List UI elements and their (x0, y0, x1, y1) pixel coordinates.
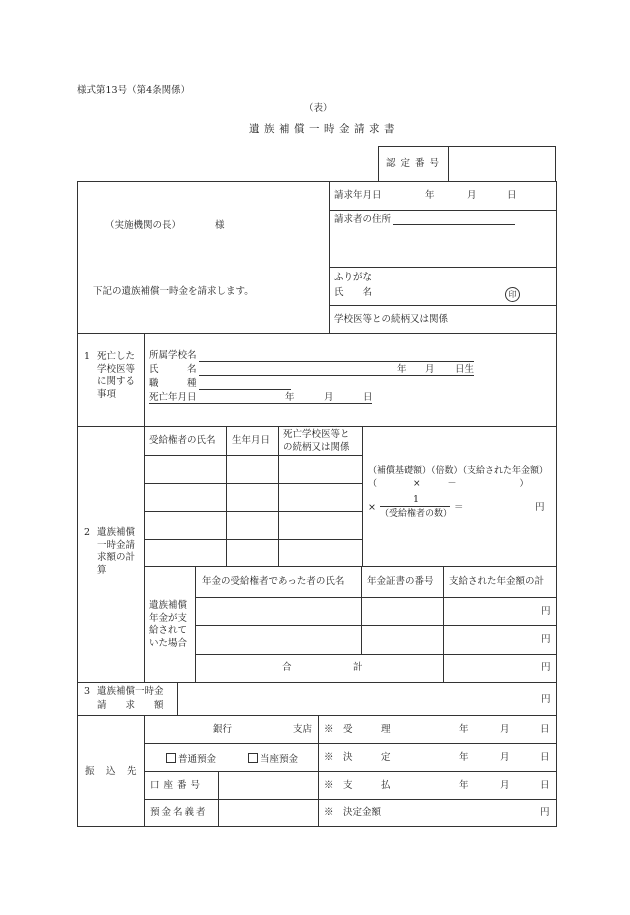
decide-label: ※ 決 定 (324, 752, 391, 763)
section1-heading: 死亡した 学校医等 に関する 事項 (97, 351, 136, 400)
death-date-label: 死亡年月日 (149, 392, 197, 403)
section3-number: 3 (84, 686, 91, 697)
formula-denominator: （受給権者の数） (380, 509, 453, 519)
certification-number-field[interactable] (450, 148, 554, 180)
request-date-year: 年 (425, 190, 435, 201)
beneficiary-name-header: 受給権者の氏名 (149, 435, 216, 446)
deceased-name-label: 氏 名 (149, 364, 197, 375)
form-number-label: 様式第13号（第4条関係） (77, 85, 191, 96)
account-number-field[interactable] (220, 773, 316, 798)
birth-year-label: 年 (397, 364, 407, 375)
furigana-label: ふりがな (334, 272, 373, 283)
ordinary-deposit-label: 普通預金 (178, 754, 217, 765)
account-holder-label: 預金名義者 (150, 807, 208, 818)
accept-year: 年 (459, 724, 469, 735)
institution-head-label: （実施機関の長） (105, 220, 182, 231)
section3-heading-line2: 請 求 額 (97, 700, 164, 711)
formula-times: × (368, 502, 376, 513)
certification-number-label: 認定番号 (386, 158, 445, 169)
accept-label: ※ 受 理 (324, 724, 391, 735)
school-name-field[interactable] (199, 361, 474, 362)
birth-day-label: 日生 (455, 364, 475, 375)
formula-yen: 円 (535, 502, 545, 513)
total-label-a: 合 (282, 662, 292, 673)
occupation-label: 職 種 (149, 378, 197, 389)
pay-month: 月 (500, 780, 510, 791)
school-name-label: 所属学校名 (149, 350, 197, 361)
section2-heading: 遺族補償 一時金請 求額の計 算 (97, 527, 136, 576)
birth-month-label: 月 (425, 364, 435, 375)
branch-label: 支店 (293, 724, 313, 735)
beneficiary-row[interactable] (145, 456, 361, 482)
request-date-label: 請求年月日 (334, 190, 382, 201)
page-title: 遺族補償一時金請求書 (249, 123, 399, 135)
honorific-label: 様 (215, 220, 225, 231)
total-label-b: 計 (353, 662, 363, 673)
ordinary-deposit-checkbox[interactable] (166, 753, 176, 763)
claimant-name-label: 氏 名 (334, 287, 373, 298)
current-deposit-label: 当座預金 (260, 754, 299, 765)
pension-row[interactable] (196, 598, 442, 624)
accept-month: 月 (500, 724, 510, 735)
section3-heading-line1: 遺族補償一時金 (97, 686, 164, 697)
formula-header: （補償基礎額）（倍数）（支給された年金額） (368, 466, 549, 476)
beneficiary-row[interactable] (145, 484, 361, 510)
pension-row[interactable] (196, 626, 442, 653)
formula-equals: ＝ (454, 502, 464, 513)
account-number-label: 口座番号 (150, 780, 205, 791)
request-statement: 下記の遺族補償一時金を請求します。 (93, 286, 254, 297)
fraction-bar (380, 506, 450, 507)
death-year-label: 年 (285, 392, 295, 403)
relation-label: 学校医等との続柄又は関係 (334, 314, 449, 325)
pension-row-yen: 円 (541, 634, 551, 645)
formula-numerator: 1 (413, 494, 420, 505)
beneficiary-row[interactable] (145, 540, 361, 565)
current-deposit-option[interactable] (248, 753, 298, 765)
bank-label: 銀行 (213, 724, 233, 735)
seal-mark: 印 (505, 287, 520, 302)
current-deposit-checkbox[interactable] (248, 753, 258, 763)
claim-amount-field[interactable] (179, 684, 555, 714)
pension-row-yen: 円 (541, 606, 551, 617)
transfer-heading: 振 込 先 (85, 766, 138, 777)
ordinary-deposit-option[interactable] (166, 753, 216, 765)
request-date-month: 月 (467, 190, 477, 201)
claim-amount-yen: 円 (541, 694, 551, 705)
beneficiary-birth-header: 生年月日 (232, 435, 271, 446)
pay-day: 日 (540, 780, 550, 791)
beneficiary-row[interactable] (145, 512, 361, 538)
account-holder-field[interactable] (220, 801, 316, 826)
accept-day: 日 (540, 724, 550, 735)
claimant-address-field[interactable] (393, 224, 515, 225)
occupation-field[interactable] (199, 389, 291, 390)
pension-amount-header: 支給された年金額の計 (449, 576, 545, 587)
death-month-label: 月 (324, 392, 334, 403)
beneficiary-relation-header: 死亡学校医等と の続柄又は関係 (283, 429, 350, 453)
decide-year: 年 (459, 752, 469, 763)
total-yen: 円 (541, 662, 551, 673)
decide-month: 月 (500, 752, 510, 763)
deceased-name-field[interactable] (199, 375, 474, 376)
death-date-field[interactable] (149, 403, 372, 404)
request-date-day: 日 (507, 190, 517, 201)
formula-body: （ × － ） (368, 479, 529, 489)
pay-year: 年 (459, 780, 469, 791)
pension-case-label: 遺族補償 年金が支 給されて いた場合 (149, 600, 188, 649)
decide-day: 日 (540, 752, 550, 763)
section2-number: 2 (84, 527, 91, 538)
bank-name-field[interactable] (146, 717, 316, 742)
pension-name-header: 年金の受給権者であった者の氏名 (202, 576, 345, 587)
claimant-address-label: 請求者の住所 (334, 214, 392, 225)
death-day-label: 日 (363, 392, 373, 403)
side-label: （表） (304, 103, 333, 114)
pension-cert-header: 年金証書の番号 (367, 576, 434, 587)
section1-number: 1 (84, 351, 91, 362)
decided-amount-yen: 円 (540, 807, 550, 818)
pay-label: ※ 支 払 (324, 780, 391, 791)
decided-amount-label: ※ 決定金額 (324, 807, 382, 818)
